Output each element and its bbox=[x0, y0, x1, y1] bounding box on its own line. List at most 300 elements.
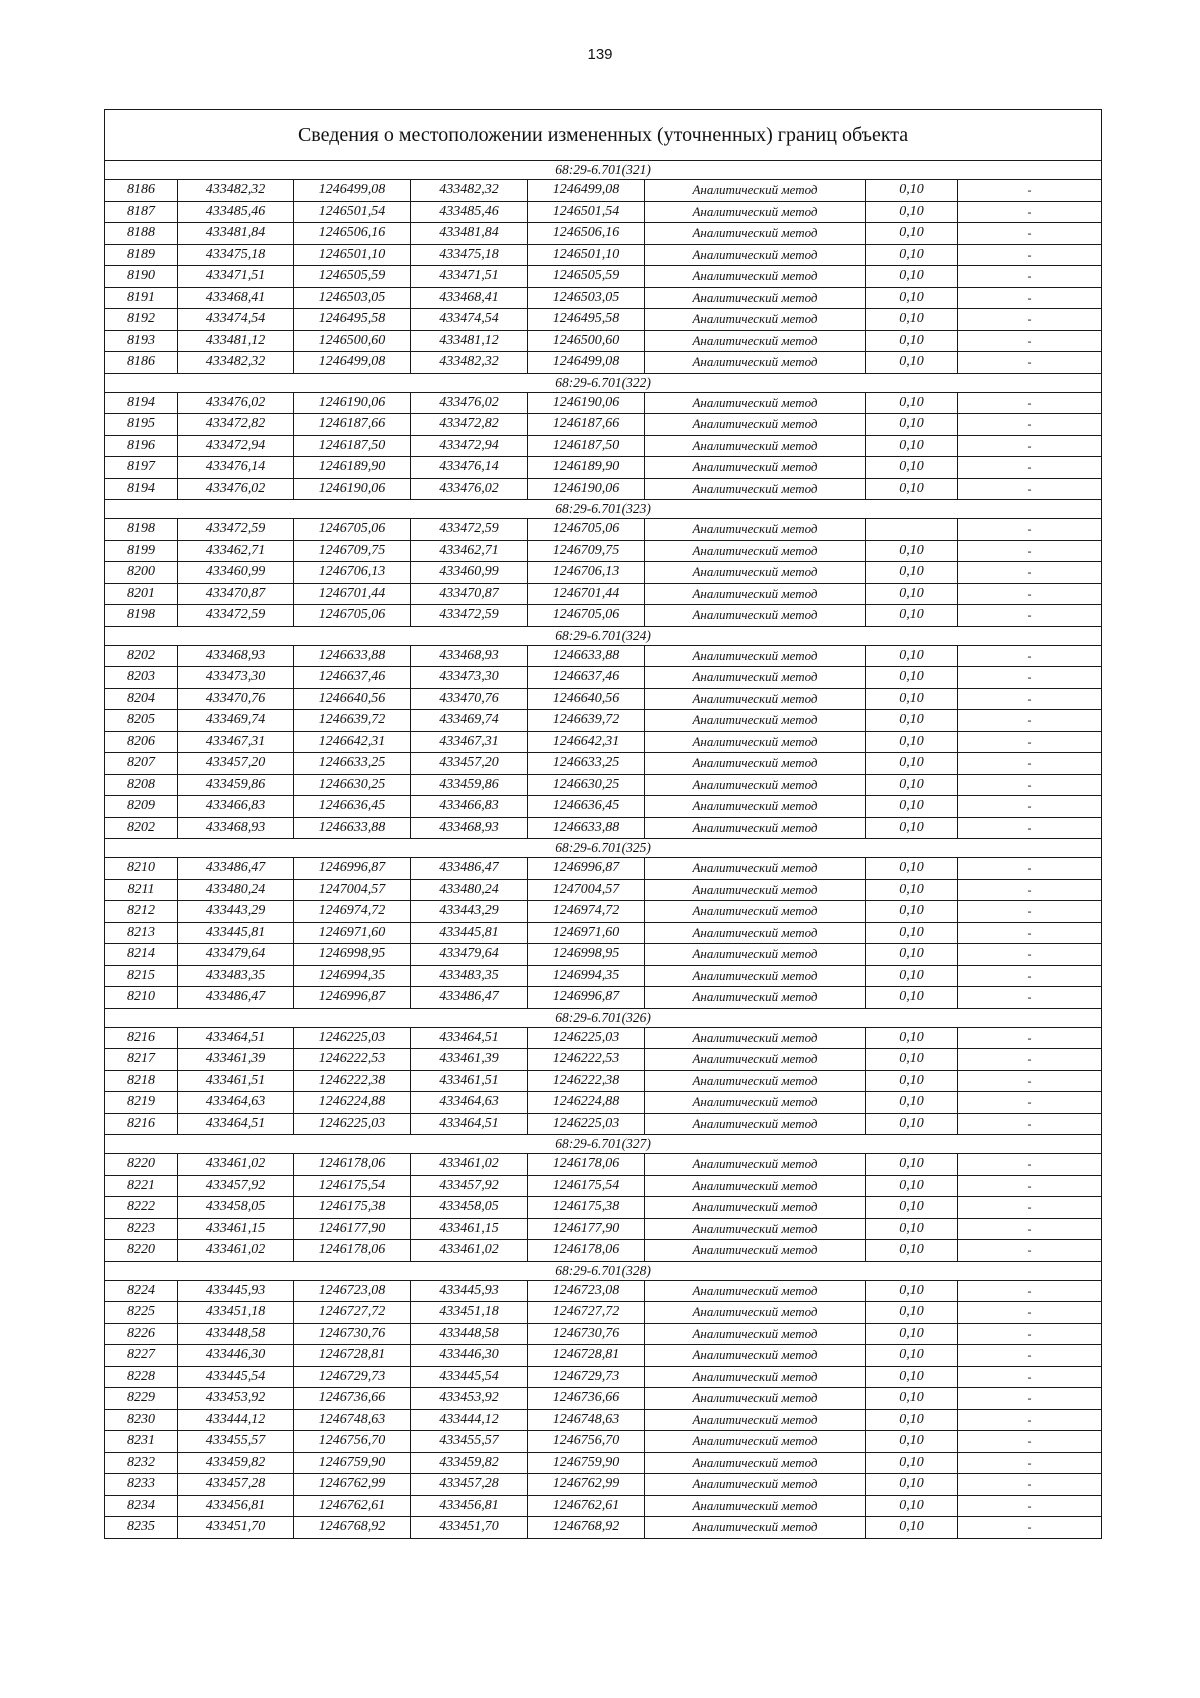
note-cell: - bbox=[958, 1049, 1102, 1071]
y-new-cell: 1246756,70 bbox=[528, 1431, 645, 1453]
cadastral-number: 68:29-6.701(328) bbox=[105, 1261, 1102, 1280]
accuracy-cell: 0,10 bbox=[866, 1240, 958, 1262]
x-new-cell: 433458,05 bbox=[411, 1197, 528, 1219]
table-row bbox=[105, 1027, 1102, 1049]
accuracy-cell: 0,10 bbox=[866, 309, 958, 331]
y-new-cell: 1246501,54 bbox=[528, 201, 645, 223]
accuracy-cell: 0,10 bbox=[866, 817, 958, 839]
point-number-cell: 8211 bbox=[105, 879, 178, 901]
method-cell: Аналитический метод bbox=[645, 352, 866, 374]
x-new-cell: 433457,28 bbox=[411, 1474, 528, 1496]
table-row bbox=[105, 244, 1102, 266]
accuracy-cell: 0,10 bbox=[866, 858, 958, 880]
title-row bbox=[105, 110, 1102, 161]
x-new-cell: 433461,15 bbox=[411, 1218, 528, 1240]
group-header-row bbox=[105, 1261, 1102, 1280]
method-cell: Аналитический метод bbox=[645, 478, 866, 500]
x-old-cell: 433468,41 bbox=[178, 287, 294, 309]
x-new-cell: 433464,51 bbox=[411, 1027, 528, 1049]
note-cell: - bbox=[958, 1197, 1102, 1219]
point-number-cell: 8194 bbox=[105, 478, 178, 500]
x-new-cell: 433451,70 bbox=[411, 1517, 528, 1539]
x-old-cell: 433443,29 bbox=[178, 901, 294, 923]
group-header-row bbox=[105, 1008, 1102, 1027]
x-new-cell: 433464,63 bbox=[411, 1092, 528, 1114]
y-old-cell: 1246633,88 bbox=[294, 817, 411, 839]
group-header-row bbox=[105, 626, 1102, 645]
point-number-cell: 8203 bbox=[105, 667, 178, 689]
y-new-cell: 1246640,56 bbox=[528, 688, 645, 710]
x-new-cell: 433461,02 bbox=[411, 1154, 528, 1176]
y-old-cell: 1246224,88 bbox=[294, 1092, 411, 1114]
x-old-cell: 433451,18 bbox=[178, 1302, 294, 1324]
cadastral-number: 68:29-6.701(326) bbox=[105, 1008, 1102, 1027]
x-new-cell: 433446,30 bbox=[411, 1345, 528, 1367]
point-number-cell: 8216 bbox=[105, 1113, 178, 1135]
note-cell: - bbox=[958, 774, 1102, 796]
note-cell: - bbox=[958, 1113, 1102, 1135]
point-number-cell: 8230 bbox=[105, 1409, 178, 1431]
y-old-cell: 1246640,56 bbox=[294, 688, 411, 710]
point-number-cell: 8231 bbox=[105, 1431, 178, 1453]
y-old-cell: 1246723,08 bbox=[294, 1280, 411, 1302]
x-old-cell: 433461,02 bbox=[178, 1240, 294, 1262]
x-old-cell: 433461,15 bbox=[178, 1218, 294, 1240]
x-old-cell: 433480,24 bbox=[178, 879, 294, 901]
y-old-cell: 1246175,38 bbox=[294, 1197, 411, 1219]
y-old-cell: 1246996,87 bbox=[294, 858, 411, 880]
method-cell: Аналитический метод bbox=[645, 1027, 866, 1049]
point-number-cell: 8192 bbox=[105, 309, 178, 331]
point-number-cell: 8218 bbox=[105, 1070, 178, 1092]
note-cell: - bbox=[958, 414, 1102, 436]
table-row bbox=[105, 1517, 1102, 1539]
method-cell: Аналитический метод bbox=[645, 1495, 866, 1517]
accuracy-cell: 0,10 bbox=[866, 1345, 958, 1367]
x-old-cell: 433476,02 bbox=[178, 392, 294, 414]
point-number-cell: 8209 bbox=[105, 796, 178, 818]
y-new-cell: 1246636,45 bbox=[528, 796, 645, 818]
x-old-cell: 433457,28 bbox=[178, 1474, 294, 1496]
cadastral-number: 68:29-6.701(323) bbox=[105, 500, 1102, 519]
x-old-cell: 433446,30 bbox=[178, 1345, 294, 1367]
accuracy-cell: 0,10 bbox=[866, 1280, 958, 1302]
x-old-cell: 433471,51 bbox=[178, 266, 294, 288]
x-old-cell: 433486,47 bbox=[178, 858, 294, 880]
point-number-cell: 8196 bbox=[105, 435, 178, 457]
note-cell: - bbox=[958, 688, 1102, 710]
point-number-cell: 8197 bbox=[105, 457, 178, 479]
x-new-cell: 433445,54 bbox=[411, 1366, 528, 1388]
x-new-cell: 433456,81 bbox=[411, 1495, 528, 1517]
point-number-cell: 8205 bbox=[105, 710, 178, 732]
point-number-cell: 8217 bbox=[105, 1049, 178, 1071]
method-cell: Аналитический метод bbox=[645, 1323, 866, 1345]
y-old-cell: 1246762,99 bbox=[294, 1474, 411, 1496]
accuracy-cell: 0,10 bbox=[866, 1175, 958, 1197]
x-new-cell: 433457,20 bbox=[411, 753, 528, 775]
x-new-cell: 433472,94 bbox=[411, 435, 528, 457]
table-row bbox=[105, 1049, 1102, 1071]
x-old-cell: 433444,12 bbox=[178, 1409, 294, 1431]
y-old-cell: 1246175,54 bbox=[294, 1175, 411, 1197]
note-cell: - bbox=[958, 223, 1102, 245]
x-new-cell: 433462,71 bbox=[411, 540, 528, 562]
method-cell: Аналитический метод bbox=[645, 901, 866, 923]
table-row bbox=[105, 435, 1102, 457]
method-cell: Аналитический метод bbox=[645, 1431, 866, 1453]
x-old-cell: 433461,39 bbox=[178, 1049, 294, 1071]
y-old-cell: 1246637,46 bbox=[294, 667, 411, 689]
x-old-cell: 433464,51 bbox=[178, 1027, 294, 1049]
accuracy-cell: 0,10 bbox=[866, 1366, 958, 1388]
y-new-cell: 1246701,44 bbox=[528, 583, 645, 605]
point-number-cell: 8224 bbox=[105, 1280, 178, 1302]
y-old-cell: 1246709,75 bbox=[294, 540, 411, 562]
note-cell: - bbox=[958, 1366, 1102, 1388]
y-new-cell: 1246190,06 bbox=[528, 392, 645, 414]
x-new-cell: 433470,87 bbox=[411, 583, 528, 605]
accuracy-cell: 0,10 bbox=[866, 540, 958, 562]
cadastral-number: 68:29-6.701(322) bbox=[105, 373, 1102, 392]
accuracy-cell: 0,10 bbox=[866, 1092, 958, 1114]
table-row bbox=[105, 1302, 1102, 1324]
x-new-cell: 433470,76 bbox=[411, 688, 528, 710]
method-cell: Аналитический метод bbox=[645, 667, 866, 689]
x-new-cell: 433476,02 bbox=[411, 392, 528, 414]
y-new-cell: 1246759,90 bbox=[528, 1452, 645, 1474]
y-old-cell: 1246756,70 bbox=[294, 1431, 411, 1453]
point-number-cell: 8226 bbox=[105, 1323, 178, 1345]
x-old-cell: 433466,83 bbox=[178, 796, 294, 818]
point-number-cell: 8208 bbox=[105, 774, 178, 796]
y-old-cell: 1246729,73 bbox=[294, 1366, 411, 1388]
y-new-cell: 1246630,25 bbox=[528, 774, 645, 796]
x-new-cell: 433472,59 bbox=[411, 605, 528, 627]
accuracy-cell: 0,10 bbox=[866, 1049, 958, 1071]
x-old-cell: 433473,30 bbox=[178, 667, 294, 689]
accuracy-cell: 0,10 bbox=[866, 414, 958, 436]
x-old-cell: 433445,93 bbox=[178, 1280, 294, 1302]
table-row bbox=[105, 1366, 1102, 1388]
accuracy-cell: 0,10 bbox=[866, 796, 958, 818]
point-number-cell: 8223 bbox=[105, 1218, 178, 1240]
table-row bbox=[105, 519, 1102, 541]
x-new-cell: 433483,35 bbox=[411, 965, 528, 987]
method-cell: Аналитический метод bbox=[645, 1409, 866, 1431]
point-number-cell: 8233 bbox=[105, 1474, 178, 1496]
table-row bbox=[105, 457, 1102, 479]
group-header-row bbox=[105, 373, 1102, 392]
x-old-cell: 433461,02 bbox=[178, 1154, 294, 1176]
table-row bbox=[105, 965, 1102, 987]
coordinates-table bbox=[104, 109, 1102, 1539]
x-old-cell: 433469,74 bbox=[178, 710, 294, 732]
accuracy-cell: 0,10 bbox=[866, 1323, 958, 1345]
y-old-cell: 1246633,88 bbox=[294, 645, 411, 667]
page-number: 139 bbox=[587, 46, 613, 63]
note-cell: - bbox=[958, 180, 1102, 202]
group-header-row bbox=[105, 839, 1102, 858]
x-new-cell: 433445,81 bbox=[411, 922, 528, 944]
y-new-cell: 1246178,06 bbox=[528, 1154, 645, 1176]
x-new-cell: 433467,31 bbox=[411, 731, 528, 753]
accuracy-cell: 0,10 bbox=[866, 266, 958, 288]
point-number-cell: 8188 bbox=[105, 223, 178, 245]
point-number-cell: 8215 bbox=[105, 965, 178, 987]
y-new-cell: 1246503,05 bbox=[528, 287, 645, 309]
method-cell: Аналитический метод bbox=[645, 1366, 866, 1388]
x-new-cell: 433461,51 bbox=[411, 1070, 528, 1092]
point-number-cell: 8198 bbox=[105, 519, 178, 541]
y-new-cell: 1246762,61 bbox=[528, 1495, 645, 1517]
y-old-cell: 1246762,61 bbox=[294, 1495, 411, 1517]
y-new-cell: 1246222,53 bbox=[528, 1049, 645, 1071]
y-old-cell: 1246503,05 bbox=[294, 287, 411, 309]
x-old-cell: 433458,05 bbox=[178, 1197, 294, 1219]
x-new-cell: 433485,46 bbox=[411, 201, 528, 223]
method-cell: Аналитический метод bbox=[645, 1218, 866, 1240]
point-number-cell: 8187 bbox=[105, 201, 178, 223]
y-old-cell: 1246495,58 bbox=[294, 309, 411, 331]
point-number-cell: 8204 bbox=[105, 688, 178, 710]
note-cell: - bbox=[958, 392, 1102, 414]
x-new-cell: 433459,86 bbox=[411, 774, 528, 796]
point-number-cell: 8234 bbox=[105, 1495, 178, 1517]
table-row bbox=[105, 223, 1102, 245]
y-old-cell: 1246639,72 bbox=[294, 710, 411, 732]
accuracy-cell: 0,10 bbox=[866, 223, 958, 245]
y-new-cell: 1246971,60 bbox=[528, 922, 645, 944]
y-old-cell: 1246189,90 bbox=[294, 457, 411, 479]
x-old-cell: 433472,59 bbox=[178, 605, 294, 627]
table-row bbox=[105, 1175, 1102, 1197]
point-number-cell: 8195 bbox=[105, 414, 178, 436]
point-number-cell: 8222 bbox=[105, 1197, 178, 1219]
x-old-cell: 433472,94 bbox=[178, 435, 294, 457]
y-new-cell: 1246506,16 bbox=[528, 223, 645, 245]
table-row bbox=[105, 1495, 1102, 1517]
note-cell: - bbox=[958, 645, 1102, 667]
x-new-cell: 433444,12 bbox=[411, 1409, 528, 1431]
y-old-cell: 1246501,10 bbox=[294, 244, 411, 266]
note-cell: - bbox=[958, 731, 1102, 753]
y-new-cell: 1246499,08 bbox=[528, 180, 645, 202]
x-old-cell: 433445,54 bbox=[178, 1366, 294, 1388]
x-new-cell: 433468,93 bbox=[411, 817, 528, 839]
x-new-cell: 433448,58 bbox=[411, 1323, 528, 1345]
y-new-cell: 1246222,38 bbox=[528, 1070, 645, 1092]
y-new-cell: 1246768,92 bbox=[528, 1517, 645, 1539]
method-cell: Аналитический метод bbox=[645, 1240, 866, 1262]
cadastral-number: 68:29-6.701(325) bbox=[105, 839, 1102, 858]
point-number-cell: 8220 bbox=[105, 1154, 178, 1176]
point-number-cell: 8202 bbox=[105, 645, 178, 667]
point-number-cell: 8191 bbox=[105, 287, 178, 309]
cadastral-number: 68:29-6.701(327) bbox=[105, 1135, 1102, 1154]
y-old-cell: 1246222,53 bbox=[294, 1049, 411, 1071]
x-new-cell: 433486,47 bbox=[411, 987, 528, 1009]
note-cell: - bbox=[958, 922, 1102, 944]
y-new-cell: 1246705,06 bbox=[528, 605, 645, 627]
point-number-cell: 8221 bbox=[105, 1175, 178, 1197]
y-old-cell: 1246996,87 bbox=[294, 987, 411, 1009]
table-row bbox=[105, 753, 1102, 775]
y-new-cell: 1246500,60 bbox=[528, 330, 645, 352]
note-cell: - bbox=[958, 287, 1102, 309]
y-old-cell: 1246501,54 bbox=[294, 201, 411, 223]
y-new-cell: 1246633,88 bbox=[528, 645, 645, 667]
method-cell: Аналитический метод bbox=[645, 244, 866, 266]
note-cell: - bbox=[958, 1154, 1102, 1176]
x-old-cell: 433481,84 bbox=[178, 223, 294, 245]
note-cell: - bbox=[958, 965, 1102, 987]
document-sheet bbox=[104, 109, 1101, 1539]
x-old-cell: 433479,64 bbox=[178, 944, 294, 966]
y-old-cell: 1246225,03 bbox=[294, 1027, 411, 1049]
note-cell: - bbox=[958, 858, 1102, 880]
accuracy-cell: 0,10 bbox=[866, 774, 958, 796]
y-old-cell: 1246506,16 bbox=[294, 223, 411, 245]
method-cell: Аналитический метод bbox=[645, 1302, 866, 1324]
method-cell: Аналитический метод bbox=[645, 1113, 866, 1135]
y-old-cell: 1246971,60 bbox=[294, 922, 411, 944]
method-cell: Аналитический метод bbox=[645, 1070, 866, 1092]
table-row bbox=[105, 922, 1102, 944]
y-old-cell: 1247004,57 bbox=[294, 879, 411, 901]
table-row bbox=[105, 858, 1102, 880]
y-new-cell: 1246729,73 bbox=[528, 1366, 645, 1388]
accuracy-cell: 0,10 bbox=[866, 731, 958, 753]
note-cell: - bbox=[958, 562, 1102, 584]
point-number-cell: 8210 bbox=[105, 858, 178, 880]
note-cell: - bbox=[958, 309, 1102, 331]
note-cell: - bbox=[958, 1388, 1102, 1410]
method-cell: Аналитический метод bbox=[645, 753, 866, 775]
table-row bbox=[105, 1431, 1102, 1453]
method-cell: Аналитический метод bbox=[645, 1345, 866, 1367]
table-row bbox=[105, 901, 1102, 923]
note-cell: - bbox=[958, 753, 1102, 775]
y-new-cell: 1246727,72 bbox=[528, 1302, 645, 1324]
x-old-cell: 433486,47 bbox=[178, 987, 294, 1009]
x-new-cell: 433472,82 bbox=[411, 414, 528, 436]
table-row bbox=[105, 1474, 1102, 1496]
table-row bbox=[105, 1113, 1102, 1135]
y-new-cell: 1246705,06 bbox=[528, 519, 645, 541]
method-cell: Аналитический метод bbox=[645, 201, 866, 223]
y-old-cell: 1246187,66 bbox=[294, 414, 411, 436]
y-old-cell: 1246994,35 bbox=[294, 965, 411, 987]
y-new-cell: 1246748,63 bbox=[528, 1409, 645, 1431]
cadastral-number: 68:29-6.701(321) bbox=[105, 161, 1102, 180]
point-number-cell: 8232 bbox=[105, 1452, 178, 1474]
method-cell: Аналитический метод bbox=[645, 562, 866, 584]
method-cell: Аналитический метод bbox=[645, 519, 866, 541]
table-row bbox=[105, 1388, 1102, 1410]
note-cell: - bbox=[958, 1431, 1102, 1453]
x-old-cell: 433445,81 bbox=[178, 922, 294, 944]
y-new-cell: 1246642,31 bbox=[528, 731, 645, 753]
table-row bbox=[105, 710, 1102, 732]
table-row bbox=[105, 287, 1102, 309]
method-cell: Аналитический метод bbox=[645, 1175, 866, 1197]
method-cell: Аналитический метод bbox=[645, 266, 866, 288]
accuracy-cell: 0,10 bbox=[866, 1495, 958, 1517]
table-row bbox=[105, 817, 1102, 839]
x-new-cell: 433475,18 bbox=[411, 244, 528, 266]
y-old-cell: 1246225,03 bbox=[294, 1113, 411, 1135]
x-old-cell: 433482,32 bbox=[178, 180, 294, 202]
x-new-cell: 433457,92 bbox=[411, 1175, 528, 1197]
accuracy-cell: 0,10 bbox=[866, 1452, 958, 1474]
x-old-cell: 433472,59 bbox=[178, 519, 294, 541]
point-number-cell: 8227 bbox=[105, 1345, 178, 1367]
accuracy-cell: 0,10 bbox=[866, 1409, 958, 1431]
y-new-cell: 1246736,66 bbox=[528, 1388, 645, 1410]
y-new-cell: 1246709,75 bbox=[528, 540, 645, 562]
note-cell: - bbox=[958, 1474, 1102, 1496]
y-old-cell: 1246499,08 bbox=[294, 352, 411, 374]
note-cell: - bbox=[958, 987, 1102, 1009]
y-new-cell: 1246175,54 bbox=[528, 1175, 645, 1197]
table-row bbox=[105, 1218, 1102, 1240]
accuracy-cell: 0,10 bbox=[866, 1517, 958, 1539]
x-old-cell: 433451,70 bbox=[178, 1517, 294, 1539]
method-cell: Аналитический метод bbox=[645, 414, 866, 436]
x-old-cell: 433448,58 bbox=[178, 1323, 294, 1345]
accuracy-cell: 0,10 bbox=[866, 287, 958, 309]
accuracy-cell: 0,10 bbox=[866, 562, 958, 584]
accuracy-cell: 0,10 bbox=[866, 879, 958, 901]
x-new-cell: 433482,32 bbox=[411, 352, 528, 374]
method-cell: Аналитический метод bbox=[645, 330, 866, 352]
method-cell: Аналитический метод bbox=[645, 180, 866, 202]
method-cell: Аналитический метод bbox=[645, 223, 866, 245]
table-row bbox=[105, 309, 1102, 331]
accuracy-cell: 0,10 bbox=[866, 1154, 958, 1176]
accuracy-cell: 0,10 bbox=[866, 352, 958, 374]
x-new-cell: 433468,41 bbox=[411, 287, 528, 309]
y-new-cell: 1246762,99 bbox=[528, 1474, 645, 1496]
group-header-row bbox=[105, 161, 1102, 180]
x-new-cell: 433481,84 bbox=[411, 223, 528, 245]
x-new-cell: 433479,64 bbox=[411, 944, 528, 966]
table-row bbox=[105, 667, 1102, 689]
y-new-cell: 1246225,03 bbox=[528, 1113, 645, 1135]
x-old-cell: 433476,02 bbox=[178, 478, 294, 500]
x-new-cell: 433474,54 bbox=[411, 309, 528, 331]
point-number-cell: 8200 bbox=[105, 562, 178, 584]
y-new-cell: 1246178,06 bbox=[528, 1240, 645, 1262]
method-cell: Аналитический метод bbox=[645, 796, 866, 818]
note-cell: - bbox=[958, 667, 1102, 689]
method-cell: Аналитический метод bbox=[645, 774, 866, 796]
note-cell: - bbox=[958, 1218, 1102, 1240]
method-cell: Аналитический метод bbox=[645, 1197, 866, 1219]
point-number-cell: 8228 bbox=[105, 1366, 178, 1388]
y-old-cell: 1246748,63 bbox=[294, 1409, 411, 1431]
point-number-cell: 8194 bbox=[105, 392, 178, 414]
table-row bbox=[105, 392, 1102, 414]
y-old-cell: 1246177,90 bbox=[294, 1218, 411, 1240]
note-cell: - bbox=[958, 817, 1102, 839]
method-cell: Аналитический метод bbox=[645, 1049, 866, 1071]
point-number-cell: 8189 bbox=[105, 244, 178, 266]
point-number-cell: 8202 bbox=[105, 817, 178, 839]
method-cell: Аналитический метод bbox=[645, 858, 866, 880]
table-row bbox=[105, 987, 1102, 1009]
